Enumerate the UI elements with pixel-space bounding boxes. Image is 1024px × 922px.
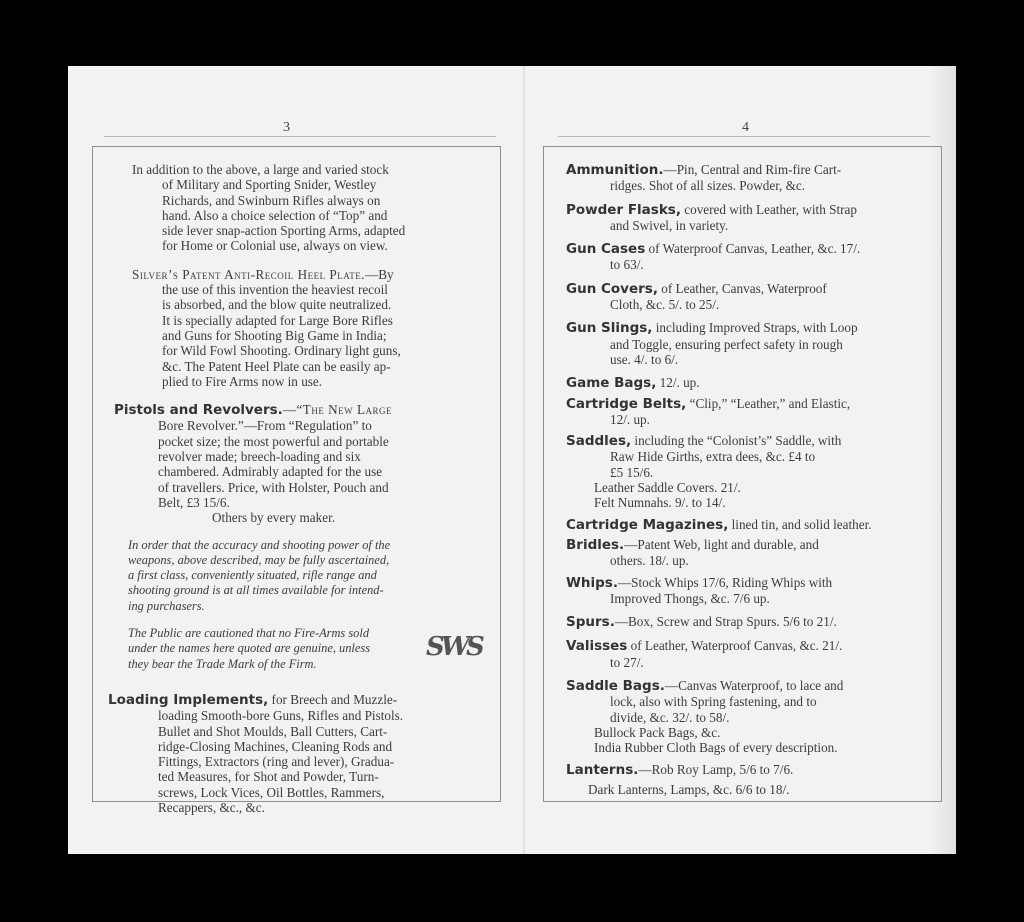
entry-heading: Lanterns. [566,761,639,778]
intro-line: of Military and Sporting Snider, Westley [162,177,377,193]
heel-plate-line: plied to Fire Arms now in use. [162,373,323,389]
top-rule-left [104,136,496,137]
entry-line: and Toggle, ensuring perfect safety in rough [610,336,843,352]
entry-line: —Canvas Waterproof, to lace and [664,678,844,694]
entry-heading: Saddles, [566,433,632,450]
heel-plate-title: Silver’s Patent Anti-Recoil Heel Plate. [132,266,366,282]
entry-heading: Cartridge Belts, [566,395,687,412]
heel-plate-line: is absorbed, and the blow quite neutralized. [162,297,392,313]
entry-ammunition [566,162,938,194]
loading-heading: Loading Implements, [108,691,269,708]
page-fold [523,66,525,854]
entry-whips [566,575,938,607]
top-rule-right [558,136,930,137]
entry-gun-cases [566,241,938,273]
entry-line: to 63/. [610,257,644,273]
entry-line: Dark Lanterns, Lamps, &c. 6/6 to 18/. [588,781,790,797]
entry-heading: Gun Covers, [566,280,658,297]
entry-line: —Patent Web, light and durable, and [624,536,819,552]
entry-line: India Rubber Cloth Bags of every description. [594,740,838,756]
entry-heading: Bridles. [566,536,625,553]
pistols-line: chambered. Admirably adapted for the use [158,464,383,480]
entry-line: Raw Hide Girths, extra dees, &c. £4 to [610,449,816,465]
entry-line: 12/. up. [656,375,700,391]
entry-cartridge-magazines [566,517,938,533]
loading-line: screws, Lock Vices, Oil Bottles, Rammers, [158,784,385,800]
heel-plate-line: —By [365,266,394,282]
entry-line: including the “Colonist’s” Saddle, with [631,433,842,449]
intro-line: Richards, and Swinburn Rifles always on [162,192,381,208]
entry-heading: Ammunition. [566,162,664,178]
entry-line: of Leather, Waterproof Canvas, &c. 21/. [627,638,843,654]
entry-line: Improved Thongs, &c. 7/6 up. [610,590,770,606]
pistols-line: revolver made; breech-loading and six [158,449,361,465]
pistols-line: Belt, £3 15/6. [158,494,230,510]
range-notice-line: weapons, above described, may be fully ascertained, [128,552,390,567]
loading-line: ridge-Closing Machines, Cleaning Rods and [158,738,393,754]
entry-heading: Whips. [566,574,618,591]
loading-line: Recappers, &c., &c. [158,799,265,815]
page-number-left: 3 [283,120,290,135]
entry-gun-covers [566,281,938,313]
page-number-right: 4 [742,120,749,135]
intro-line: for Home or Colonial use, always on view. [162,238,388,254]
entry-line: ridges. Shot of all sizes. Powder, &c. [610,178,806,194]
entry-heading: Gun Slings, [566,320,653,337]
loading-line: Bullet and Shot Moulds, Ball Cutters, Cart- [158,723,388,739]
entry-line: Felt Numnahs. 9/. to 14/. [594,495,726,511]
loading-line: ted Measures, for Shot and Powder, Turn- [158,769,379,785]
entry-powder-flasks [566,202,938,234]
pistols-line: —“The New Large [282,402,393,418]
entry-heading: Valisses [566,638,628,655]
entry-bridles [566,537,938,569]
entry-game-bags [566,375,938,391]
entry-heading: Spurs. [566,614,615,631]
entry-line: lock, also with Spring fastening, and to [610,694,817,710]
entry-line: divide, &c. 32/. to 58/. [610,709,730,725]
heel-plate-line: for Wild Fowl Shooting. Ordinary light guns, [162,343,401,359]
entry-line: lined tin, and solid leather. [728,516,872,532]
entry-heading: Powder Flasks, [566,201,681,218]
entry-line: —Box, Screw and Strap Spurs. 5/6 to 21/. [614,614,837,630]
entry-line: use. 4/. to 6/. [610,351,679,367]
range-notice-line: In order that the accuracy and shooting power of the [128,537,391,552]
entry-cartridge-belts [566,396,938,428]
loading-line: loading Smooth-bore Guns, Rifles and Pistols. [158,708,404,724]
entry-line: “Clip,” “Leather,” and Elastic, [686,395,851,411]
intro-line: hand. Also a choice selection of “Top” and [162,207,388,223]
entry-heading: Cartridge Magazines, [566,516,729,533]
entry-line: Bullock Pack Bags, &c. [594,724,721,740]
entry-valisses [566,638,938,670]
entry-line: others. 18/. up. [610,553,689,569]
entry-spurs [566,614,938,630]
trademark-monogram: SWS [426,632,481,662]
range-notice-line: a first class, conveniently situated, rifle range and [128,568,377,583]
right-page-text [566,162,938,797]
entry-heading: Saddle Bags. [566,678,665,695]
caution-notice-line: under the names here quoted are genuine, unless [128,641,371,656]
heel-plate-line: It is specially adapted for Large Bore Rifles [162,312,393,328]
entry-line: including Improved Straps, with Loop [652,320,858,336]
heel-plate-line: the use of this invention the heaviest recoil [162,282,388,298]
entry-line: —Rob Roy Lamp, 5/6 to 7/6. [638,761,794,777]
heel-plate-line: &c. The Patent Heel Plate can be easily ap- [162,358,391,374]
entry-line: covered with Leather, with Strap [680,201,857,217]
entry-line: and Swivel, in variety. [610,217,729,233]
caution-notice-line: they bear the Trade Mark of the Firm. [128,656,317,671]
pistols-line: of travellers. Price, with Holster, Pouch and [158,479,389,495]
entry-line: to 27/. [610,654,644,670]
intro-line: In addition to the above, a large and varied stock [132,162,389,177]
entry-line: 12/. up. [610,411,650,427]
left-page-text [108,162,490,815]
pistols-line: Bore Revolver.”—From “Regulation” to [158,418,372,434]
entry-line: Leather Saddle Covers. 21/. [594,480,741,496]
pistols-line: pocket size; the most powerful and portable [158,433,389,449]
intro-line: side lever snap-action Sporting Arms, adapted [162,223,406,239]
loading-line: Fittings, Extractors (ring and lever), Gradua- [158,754,395,770]
caution-notice-line: The Public are cautioned that no Fire-Arms sold [128,626,370,641]
entry-line: —Pin, Central and Rim-fire Cart- [663,162,842,177]
pistols-line: Others by every maker. [212,510,336,526]
entry-saddle-bags [566,678,938,755]
entry-line: of Leather, Canvas, Waterproof [657,280,827,296]
entry-saddles [566,433,938,510]
entry-lanterns [566,762,938,798]
entry-line: of Waterproof Canvas, Leather, &c. 17/. [645,241,861,257]
entry-line: Cloth, &c. 5/. to 25/. [610,297,720,313]
range-notice-line: ing purchasers. [128,598,205,613]
entry-heading: Game Bags, [566,375,657,392]
range-notice-line: shooting ground is at all times available for intend- [128,583,384,598]
loading-line: for Breech and Muzzle- [268,691,398,707]
heel-plate-line: and Guns for Shooting Big Game in India; [162,327,387,343]
entry-line: —Stock Whips 17/6, Riding Whips with [617,574,833,590]
entry-gun-slings [566,320,938,367]
pistols-heading: Pistols and Revolvers. [114,402,283,419]
entry-line: £5 15/6. [610,464,654,480]
entry-heading: Gun Cases [566,241,646,258]
